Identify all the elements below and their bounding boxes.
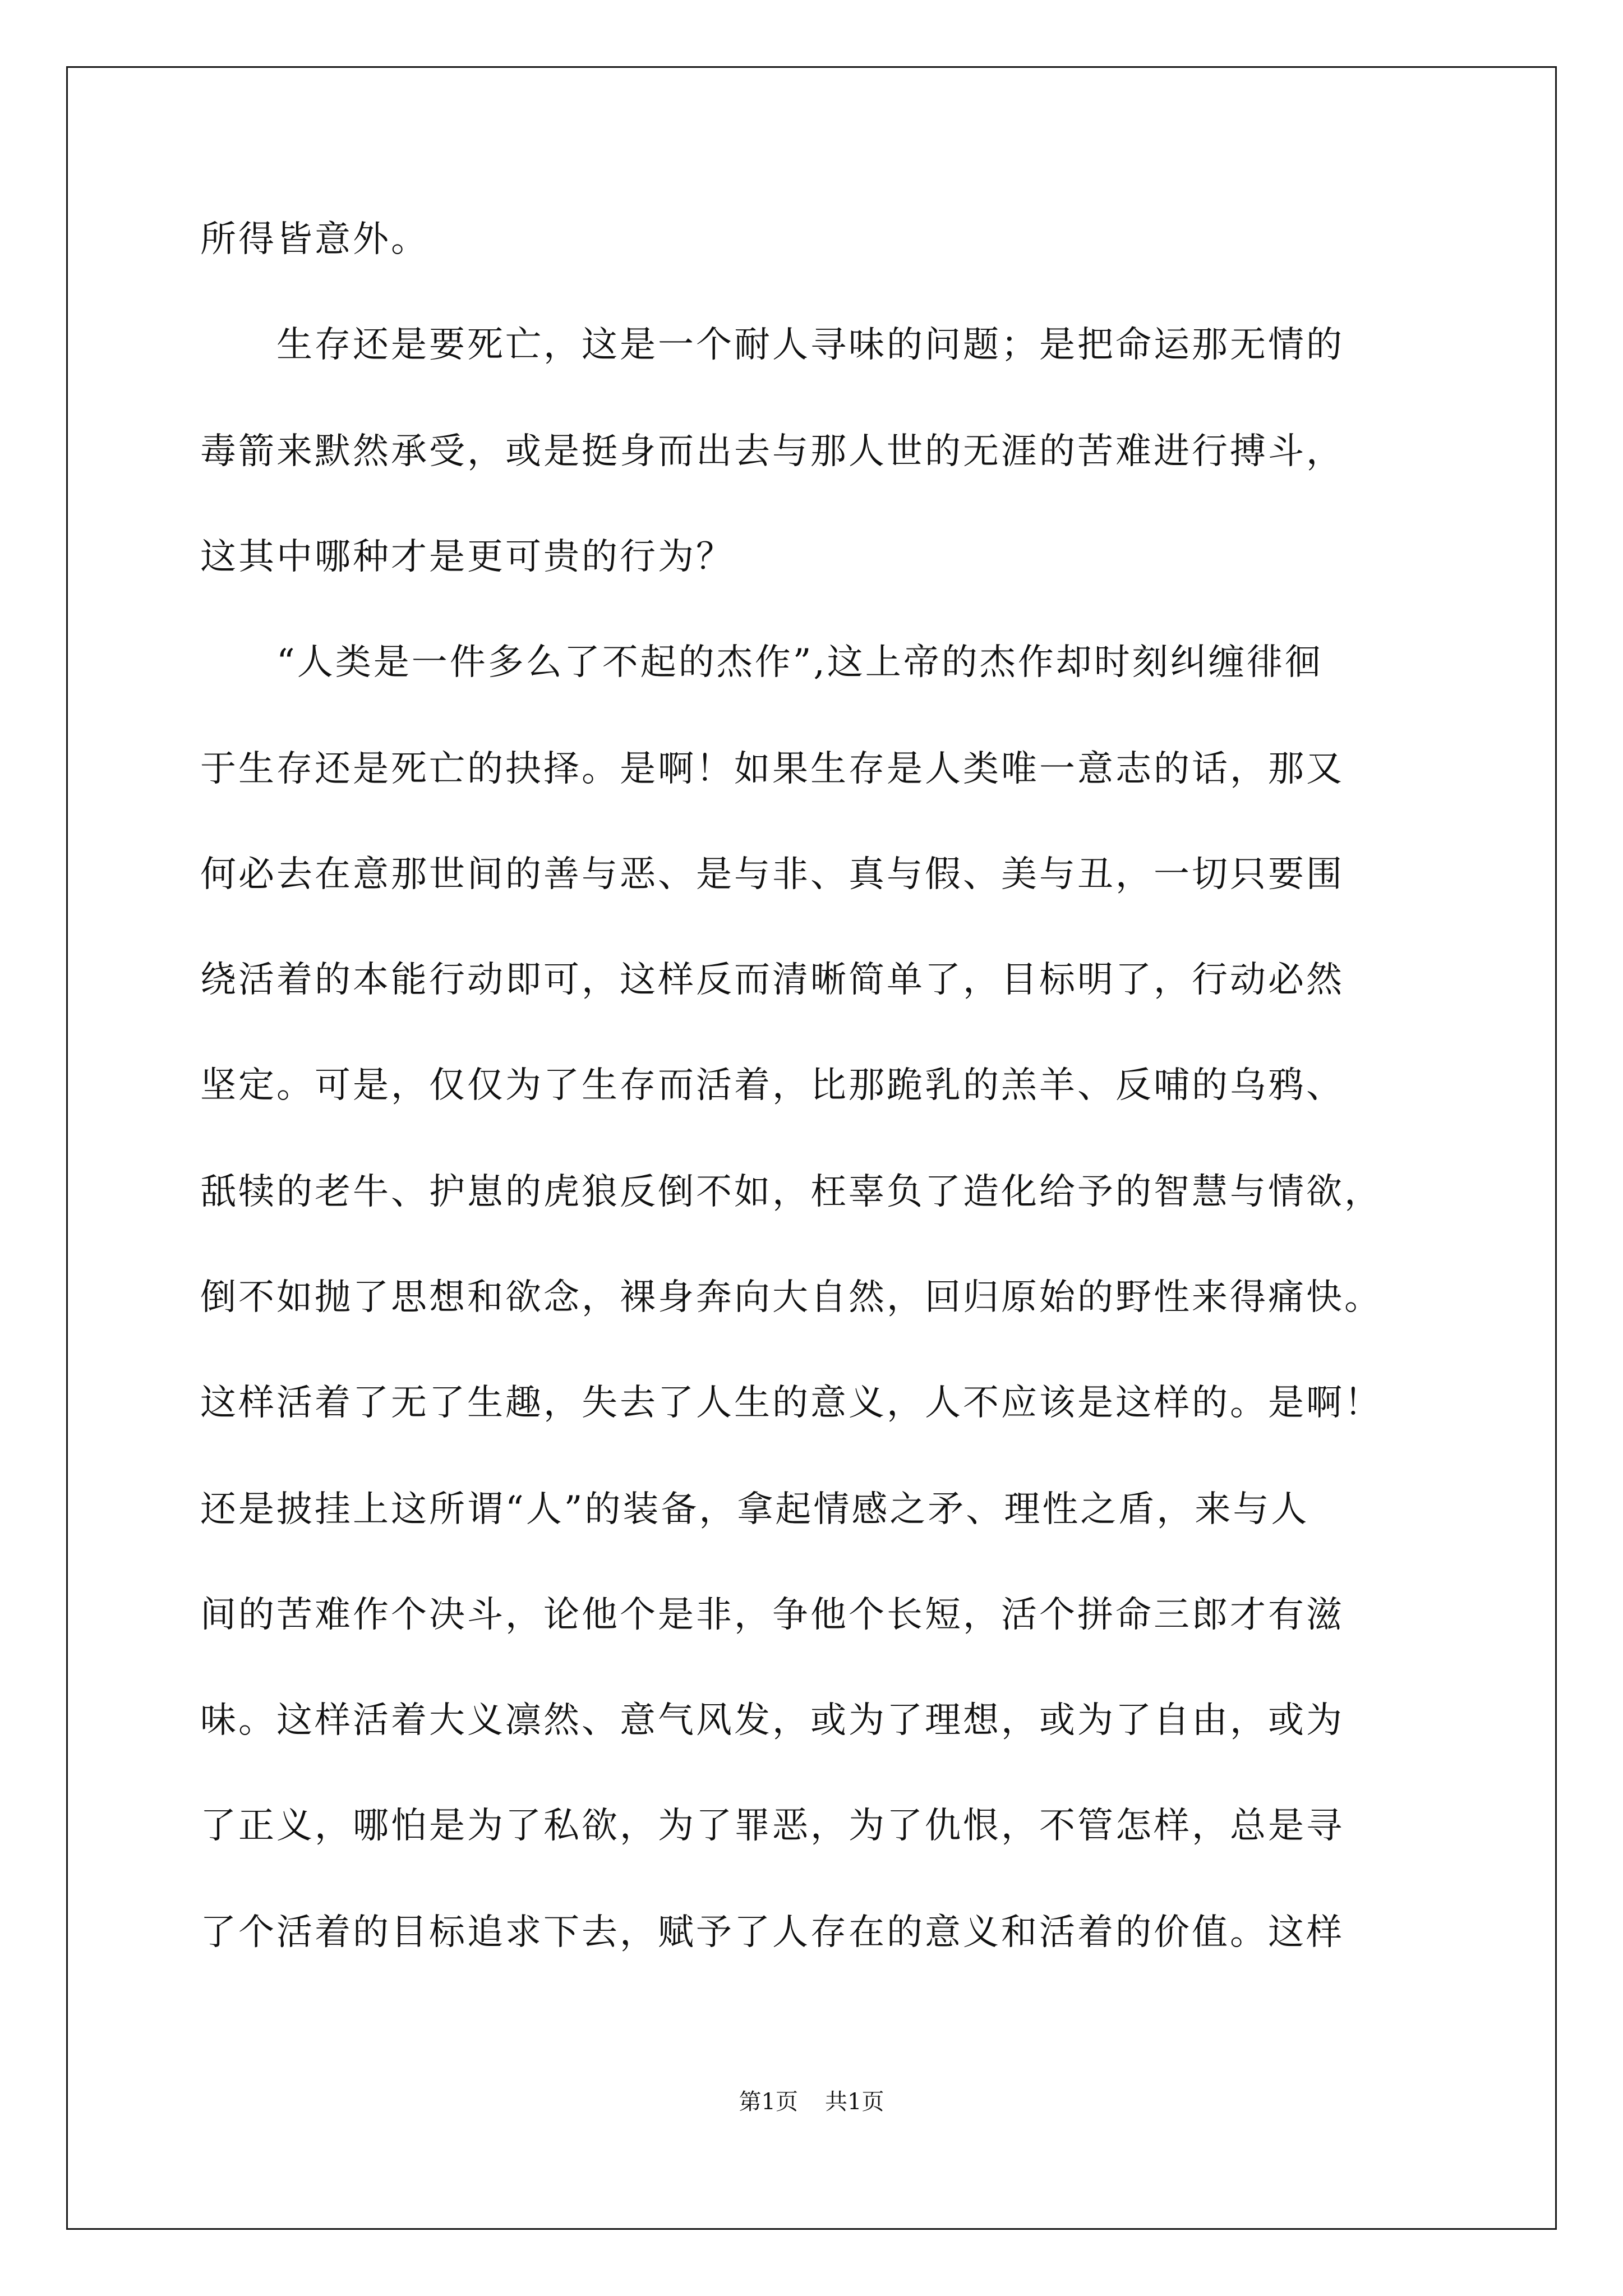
text-line-10: 舐犊的老牛、护崽的虎狼反倒不如，枉辜负了造化给予的智慧与情欲，: [200, 1171, 1382, 1213]
text-line-14: 间的苦难作个决斗，论他个是非，争他个长短，活个拼命三郎才有滋: [200, 1594, 1344, 1636]
text-line-6: 于生存还是死亡的抉择。是啊！如果生存是人类唯一意志的话，那又: [200, 748, 1344, 790]
text-line-8: 绕活着的本能行动即可，这样反而清晰简单了，目标明了，行动必然: [200, 959, 1344, 1001]
page-footer: [0, 2088, 1623, 2116]
text-line-1: 所得皆意外。: [200, 219, 429, 260]
text-line-9: 坚定。可是，仅仅为了生存而活着，比那跪乳的羔羊、反哺的乌鸦、: [200, 1065, 1344, 1106]
text-line-7: 何必去在意那世间的善与恶、是与非、真与假、美与丑，一切只要围: [200, 854, 1344, 895]
text-line-13: 还是披挂上这所谓“人”的装备，拿起情感之矛、理性之盾，来与人: [200, 1489, 1310, 1530]
page-number: 第1页: [739, 2089, 798, 2115]
text-line-11: 倒不如抛了思想和欲念，裸身奔向大自然，回归原始的野性来得痛快。: [200, 1277, 1382, 1318]
text-line-17: 了个活着的目标追求下去，赋予了人存在的意义和活着的价值。这样: [200, 1912, 1344, 1953]
page-total: 共1页: [825, 2089, 884, 2115]
text-line-4: 这其中哪种才是更可贵的行为？: [200, 536, 734, 578]
text-line-5: “人类是一件多么了不起的杰作”,这上帝的杰作却时刻纠缠徘徊: [200, 642, 1323, 683]
text-line-2: 生存还是要死亡，这是一个耐人寻味的问题；是把命运那无情的: [200, 324, 1344, 366]
page-border: [66, 66, 1557, 2230]
text-line-12: 这样活着了无了生趣，失去了人生的意义，人不应该是这样的。是啊！: [200, 1382, 1382, 1424]
text-line-15: 味。这样活着大义凛然、意气风发，或为了理想，或为了自由，或为: [200, 1700, 1344, 1741]
text-line-3: 毒箭来默然承受，或是挺身而出去与那人世的无涯的苦难进行搏斗，: [200, 431, 1344, 472]
text-line-16: 了正义，哪怕是为了私欲，为了罪恶，为了仇恨，不管怎样，总是寻: [200, 1805, 1344, 1847]
